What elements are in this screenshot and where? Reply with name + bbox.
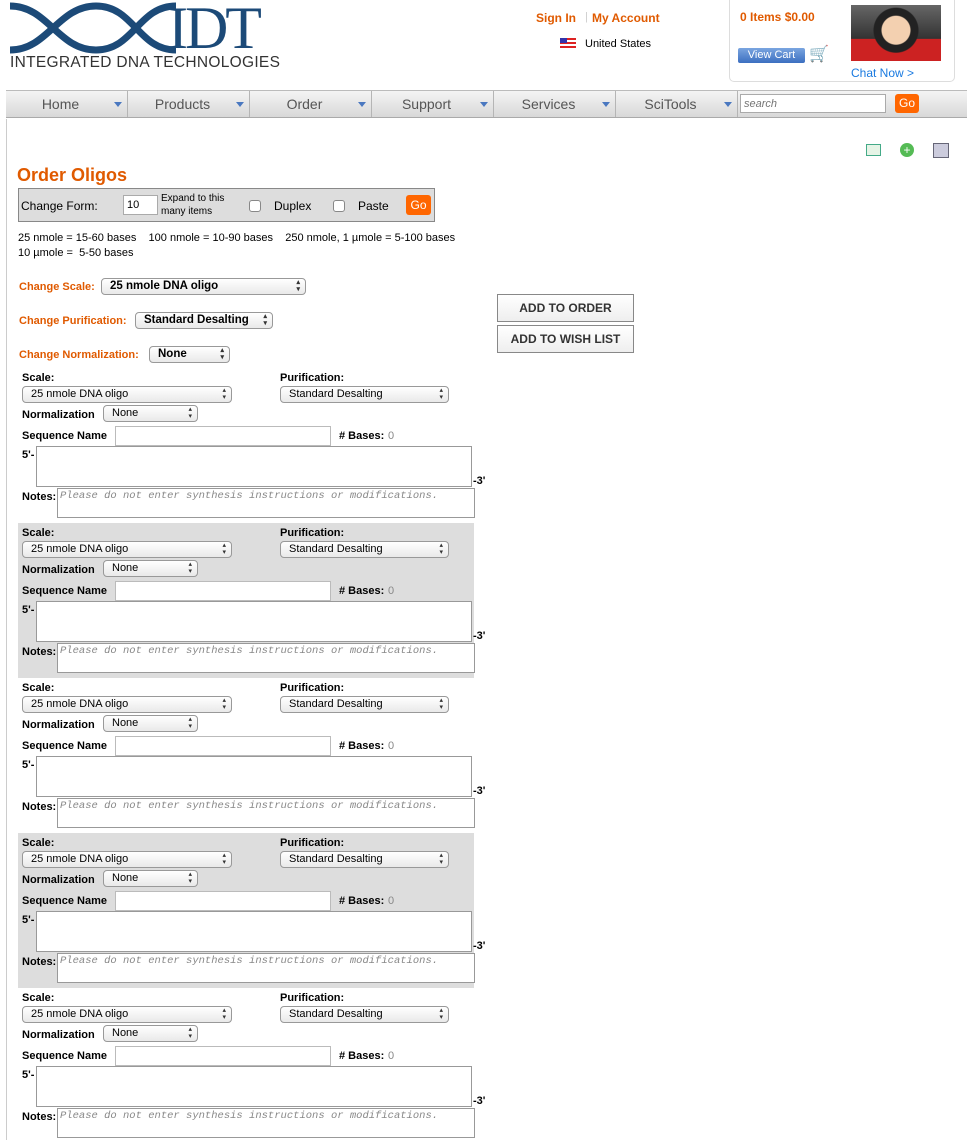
bases-count: 0: [388, 895, 395, 907]
scale-label: Scale:: [22, 682, 55, 694]
search-input[interactable]: [740, 94, 886, 113]
normalization-select[interactable]: None ▴ ▾: [103, 405, 198, 422]
nav-item-services[interactable]: [494, 91, 616, 117]
purification-label: Purification:: [280, 837, 345, 849]
sequence-name-input[interactable]: [115, 426, 331, 446]
oligo-item: [18, 368, 486, 523]
five-prime-label: 5'-: [22, 449, 35, 461]
change-purification-label: Change Purification:: [19, 315, 127, 327]
notes-textarea[interactable]: [57, 798, 475, 828]
sequence-textarea[interactable]: [36, 756, 472, 797]
notes-placeholder: Please do not enter synthesis instructions or modifications.: [60, 1110, 439, 1122]
five-prime-label: 5'-: [22, 914, 35, 926]
scale-select[interactable]: 25 nmole DNA oligo ▴ ▾: [22, 851, 232, 868]
logo-mark: IDT: [168, 0, 259, 61]
cart-summary: 0 Items $0.00: [740, 10, 815, 24]
sequence-name-label: Sequence Name: [22, 895, 107, 907]
purification-select[interactable]: Standard Desalting ▴ ▾: [280, 851, 449, 868]
change-scale-select[interactable]: 25 nmole DNA oligo ▴ ▾: [101, 278, 306, 295]
scale-label: Scale:: [22, 992, 55, 1004]
notes-textarea[interactable]: [57, 643, 475, 673]
expand-hint: Expand to this many items: [161, 193, 225, 217]
chevron-down-icon: [236, 102, 244, 107]
sequence-name-input[interactable]: [115, 891, 331, 911]
notes-placeholder: Please do not enter synthesis instructions or modifications.: [60, 955, 439, 967]
sequence-name-label: Sequence Name: [22, 430, 107, 442]
normalization-label: Normalization: [22, 1029, 95, 1041]
nav-item-home[interactable]: [6, 91, 128, 117]
five-prime-label: 5'-: [22, 604, 35, 616]
cart-icon: 🛒: [809, 46, 829, 63]
scale-label: Scale:: [22, 527, 55, 539]
notes-placeholder: Please do not enter synthesis instructions or modifications.: [60, 645, 439, 657]
nav-item-label: Home: [41, 96, 80, 112]
nav-item-support[interactable]: [372, 91, 494, 117]
chevron-down-icon: [602, 102, 610, 107]
notes-textarea[interactable]: [57, 953, 475, 983]
purification-select[interactable]: Standard Desalting ▴ ▾: [280, 386, 449, 403]
sequence-name-label: Sequence Name: [22, 1050, 107, 1062]
chevron-down-icon: [114, 102, 122, 107]
sequence-name-input[interactable]: [115, 1046, 331, 1066]
nav-item-label: Support: [401, 96, 452, 112]
duplex-label: Duplex: [274, 199, 312, 213]
bases-label: # Bases:: [339, 1050, 385, 1062]
five-prime-label: 5'-: [22, 1069, 35, 1081]
view-cart-button[interactable]: View Cart: [738, 48, 805, 63]
divider: |: [585, 11, 588, 23]
nav-item-label: Order: [286, 96, 323, 112]
purification-select[interactable]: Standard Desalting ▴ ▾: [280, 696, 449, 713]
my-account-link[interactable]: My Account: [592, 11, 660, 25]
notes-placeholder: Please do not enter synthesis instructions or modifications.: [60, 490, 439, 502]
sequence-name-label: Sequence Name: [22, 740, 107, 752]
scale-label: Scale:: [22, 837, 55, 849]
scale-select[interactable]: 25 nmole DNA oligo ▴ ▾: [22, 1006, 232, 1023]
sequence-textarea[interactable]: [36, 1066, 472, 1107]
nav-item-label: SciTools: [644, 96, 697, 112]
sequence-name-input[interactable]: [115, 581, 331, 601]
bases-count: 0: [388, 430, 395, 442]
duplex-checkbox[interactable]: [249, 200, 261, 212]
scale-label: Scale:: [22, 372, 55, 384]
normalization-select[interactable]: None ▴ ▾: [103, 870, 198, 887]
change-purification-select[interactable]: Standard Desalting ▴ ▾: [135, 312, 273, 329]
normalization-select[interactable]: None ▴ ▾: [103, 560, 198, 577]
change-normalization-label: Change Normalization:: [19, 349, 139, 361]
notes-textarea[interactable]: [57, 488, 475, 518]
normalization-select[interactable]: None ▴ ▾: [103, 715, 198, 732]
notes-label: Notes:: [22, 801, 57, 813]
paste-checkbox[interactable]: [333, 200, 345, 212]
us-flag-icon: [560, 38, 576, 48]
scale-select[interactable]: 25 nmole DNA oligo ▴ ▾: [22, 386, 232, 403]
five-prime-label: 5'-: [22, 759, 35, 771]
nav-item-products[interactable]: [128, 91, 250, 117]
three-prime-label: -3': [473, 1095, 486, 1107]
oligo-item: [18, 988, 486, 1143]
chevron-down-icon: [480, 102, 488, 107]
add-icon[interactable]: +: [900, 143, 914, 157]
add-to-order-button[interactable]: ADD TO ORDER: [497, 294, 634, 322]
change-form-label: Change Form:: [21, 199, 98, 213]
bases-count: 0: [388, 740, 395, 752]
sequence-name-label: Sequence Name: [22, 585, 107, 597]
nav-item-label: Products: [154, 96, 211, 112]
notes-label: Notes:: [22, 956, 57, 968]
chevron-down-icon: [724, 102, 732, 107]
purification-label: Purification:: [280, 992, 345, 1004]
sequence-name-input[interactable]: [115, 736, 331, 756]
page-title: Order Oligos: [17, 165, 128, 185]
bases-count: 0: [388, 585, 395, 597]
oligo-item: [18, 678, 486, 833]
oligo-item: [18, 833, 486, 988]
chat-agent-photo: [851, 5, 941, 61]
bases-label: # Bases:: [339, 740, 385, 752]
notes-placeholder: Please do not enter synthesis instructions or modifications.: [60, 800, 439, 812]
three-prime-label: -3': [473, 475, 486, 487]
scale-info-line1: 25 nmole = 15-60 bases 100 nmole = 10-90 bases 250 nmole, 1 µmole = 5-100 bases: [18, 232, 456, 244]
change-form-go-button[interactable]: Go: [406, 195, 431, 215]
oligo-item: [18, 523, 486, 678]
change-normalization-select[interactable]: None ▴ ▾: [149, 346, 230, 363]
chevron-down-icon: [358, 102, 366, 107]
scale-info-line2: 10 µmole = 5-50 bases: [18, 247, 134, 259]
purification-select[interactable]: Standard Desalting ▴ ▾: [280, 1006, 449, 1023]
dna-helix-logo-icon: [8, 2, 178, 54]
scale-select[interactable]: 25 nmole DNA oligo ▴ ▾: [22, 541, 232, 558]
normalization-label: Normalization: [22, 564, 95, 576]
normalization-label: Normalization: [22, 874, 95, 886]
purification-label: Purification:: [280, 372, 345, 384]
three-prime-label: -3': [473, 630, 486, 642]
notes-label: Notes:: [22, 491, 57, 503]
purification-label: Purification:: [280, 682, 345, 694]
country-selector[interactable]: United States: [585, 38, 652, 50]
scale-select[interactable]: 25 nmole DNA oligo ▴ ▾: [22, 696, 232, 713]
purification-select[interactable]: Standard Desalting ▴ ▾: [280, 541, 449, 558]
logo-text: INTEGRATED DNA TECHNOLOGIES: [10, 54, 281, 71]
normalization-label: Normalization: [22, 409, 95, 421]
sign-in-link[interactable]: Sign In: [536, 11, 576, 25]
nav-item-scitools[interactable]: [616, 91, 738, 117]
bases-label: # Bases:: [339, 585, 385, 597]
nav-item-label: Services: [521, 96, 576, 112]
notes-textarea[interactable]: [57, 1108, 475, 1138]
change-scale-label: Change Scale:: [19, 281, 95, 293]
three-prime-label: -3': [473, 940, 486, 952]
sequence-textarea[interactable]: [36, 446, 472, 487]
sequence-textarea[interactable]: [36, 911, 472, 952]
paste-label: Paste: [358, 199, 389, 213]
three-prime-label: -3': [473, 785, 486, 797]
bases-count: 0: [388, 1050, 395, 1062]
nav-item-order[interactable]: [250, 91, 372, 117]
sequence-textarea[interactable]: [36, 601, 472, 642]
normalization-label: Normalization: [22, 719, 95, 731]
item-count-input[interactable]: [123, 195, 158, 215]
bases-label: # Bases:: [339, 430, 385, 442]
notes-label: Notes:: [22, 646, 57, 658]
add-to-wish-list-button[interactable]: ADD TO WISH LIST: [497, 325, 634, 353]
normalization-select[interactable]: None ▴ ▾: [103, 1025, 198, 1042]
bases-label: # Bases:: [339, 895, 385, 907]
chat-now-link[interactable]: Chat Now >: [851, 66, 915, 80]
search-go-button[interactable]: Go: [895, 94, 919, 113]
email-icon[interactable]: [866, 144, 881, 156]
print-icon[interactable]: [933, 143, 949, 158]
notes-label: Notes:: [22, 1111, 57, 1123]
purification-label: Purification:: [280, 527, 345, 539]
